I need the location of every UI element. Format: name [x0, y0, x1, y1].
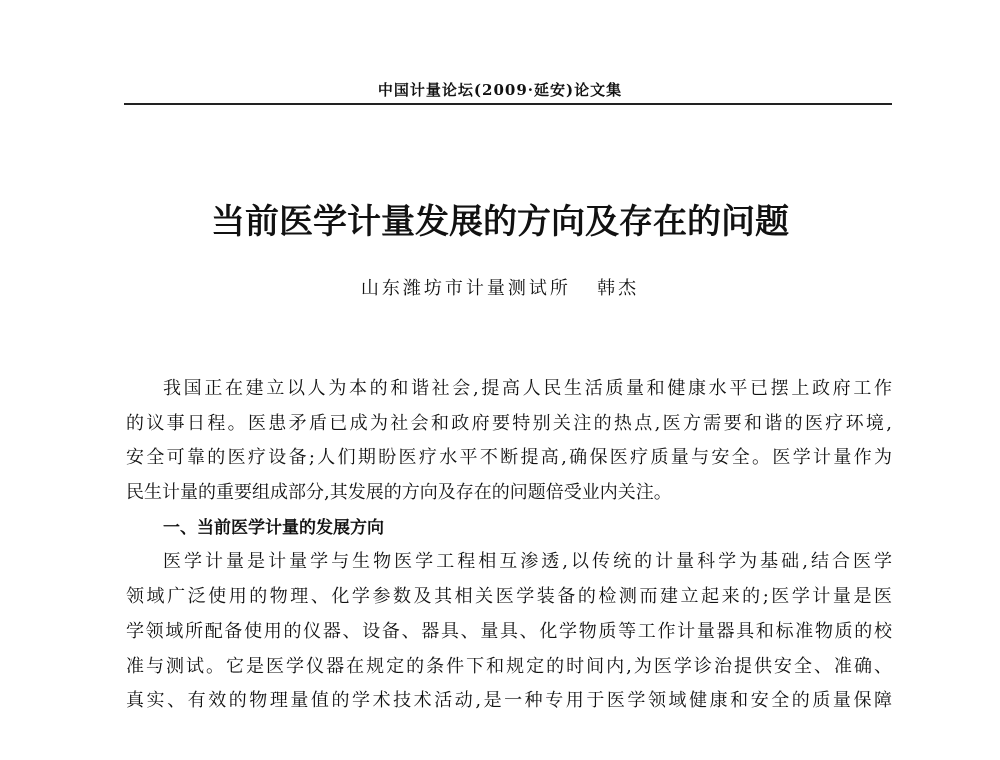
paragraph-line: 准与测试。它是医学仪器在规定的条件下和规定的时间内,为医学诊治提供安全、准确、 — [126, 655, 892, 677]
paragraph-line: 学领域所配备使用的仪器、设备、器具、量具、化学物质等工作计量器具和标准物质的校 — [126, 620, 892, 642]
paragraph-line: 安全可靠的医疗设备;人们期盼医疗水平不断提高,确保医疗质量与安全。医学计量作为 — [126, 447, 892, 469]
paragraph-line: 医学计量是计量学与生物医学工程相互渗透,以传统的计量科学为基础,结合医学 — [163, 551, 892, 573]
section-heading: 一、当前医学计量的发展方向 — [163, 517, 384, 538]
paragraph-line: 领域广泛使用的物理、化学参数及其相关医学装备的检测而建立起来的;医学计量是医 — [126, 586, 892, 608]
paragraph-line: 我国正在建立以人为本的和谐社会,提高人民生活质量和健康水平已摆上政府工作 — [163, 378, 892, 399]
paragraph-line: 民生计量的重要组成部分,其发展的方向及存在的问题倍受业内关注。 — [126, 482, 672, 504]
paragraph-line: 的议事日程。医患矛盾已成为社会和政府要特别关注的热点,医方需要和谐的医疗环境, — [126, 412, 892, 434]
paper-title: 当前医学计量发展的方向及存在的问题 — [211, 202, 789, 242]
running-header: 中国计量论坛(2009·延安)论文集 — [377, 81, 623, 99]
header-rule — [124, 103, 892, 105]
paragraph-line: 真实、有效的物理量值的学术技术活动,是一种专用于医学领域健康和安全的质量保障 — [126, 690, 892, 712]
author-affiliation: 山东潍坊市计量测试所 韩杰 — [360, 278, 640, 299]
body-text — [126, 372, 892, 719]
